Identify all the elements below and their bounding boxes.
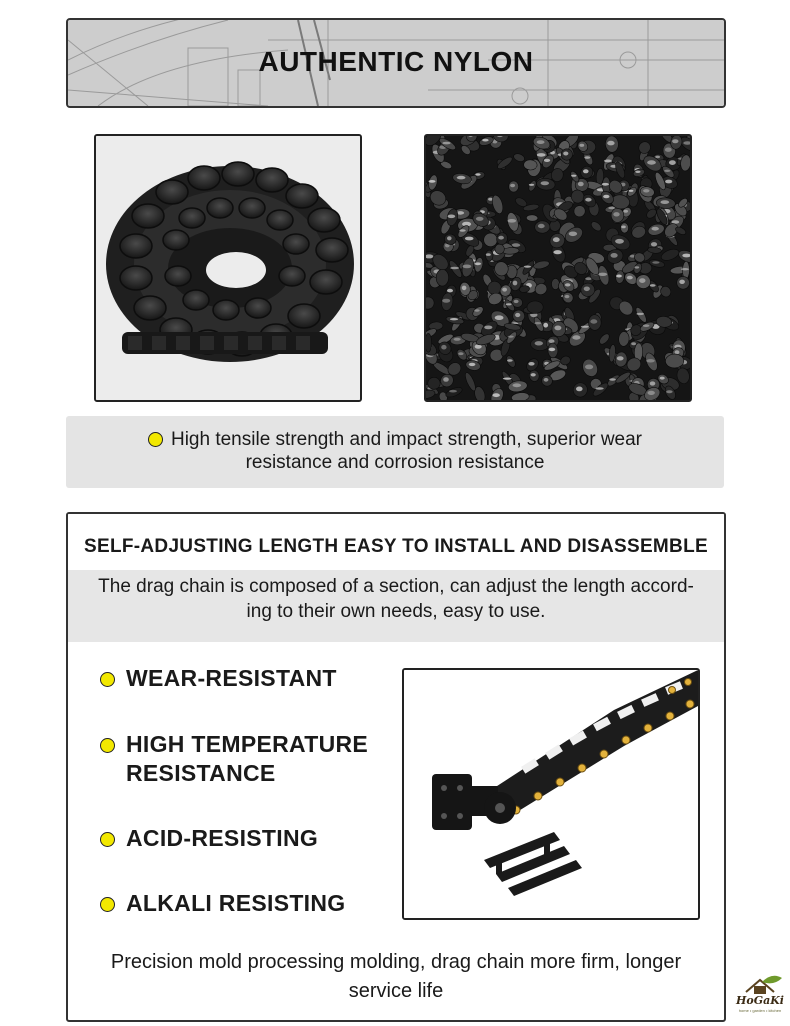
brand-name: HoGaKi [736,994,784,1007]
panel-title: SELF-ADJUSTING LENGTH EASY TO INSTALL AND DISASSEMBLE [84,536,708,557]
info-line-1: High tensile strength and impact strength, superior wear [170,429,643,450]
brand-logo [732,972,788,1018]
yellow-bullet-icon [100,672,115,687]
feature-item: HIGH TEMPERATURE RESISTANCE [98,730,368,788]
drag-chain-photo [94,134,362,402]
header-banner [66,18,726,108]
panel-description: The drag chain is composed of a section, can adjust the length accord- ing to their own needs, easy to use. [98,576,694,622]
nylon-pellets-photo [424,134,692,402]
yellow-bullet-icon [100,738,115,753]
banner-title: AUTHENTIC NYLON [258,46,534,77]
info-bar [66,416,724,488]
feature-item: ACID-RESISTING [98,824,318,853]
info-line-2: resistance and corrosion resistance [245,452,545,473]
feature-item: ALKALI RESISTING [98,889,345,918]
feature-item: WEAR-RESISTANT [98,664,337,693]
feature-panel [66,512,726,1022]
chain-segment-photo [402,668,700,920]
house-leaf-icon [732,972,788,996]
brand-tagline: home • garden • kitchen [738,1008,782,1013]
yellow-bullet-icon [100,897,115,912]
yellow-bullet-icon [100,832,115,847]
yellow-bullet-icon [148,432,163,447]
panel-footer: Precision mold processing molding, drag chain more firm, longer service life [110,951,682,1002]
